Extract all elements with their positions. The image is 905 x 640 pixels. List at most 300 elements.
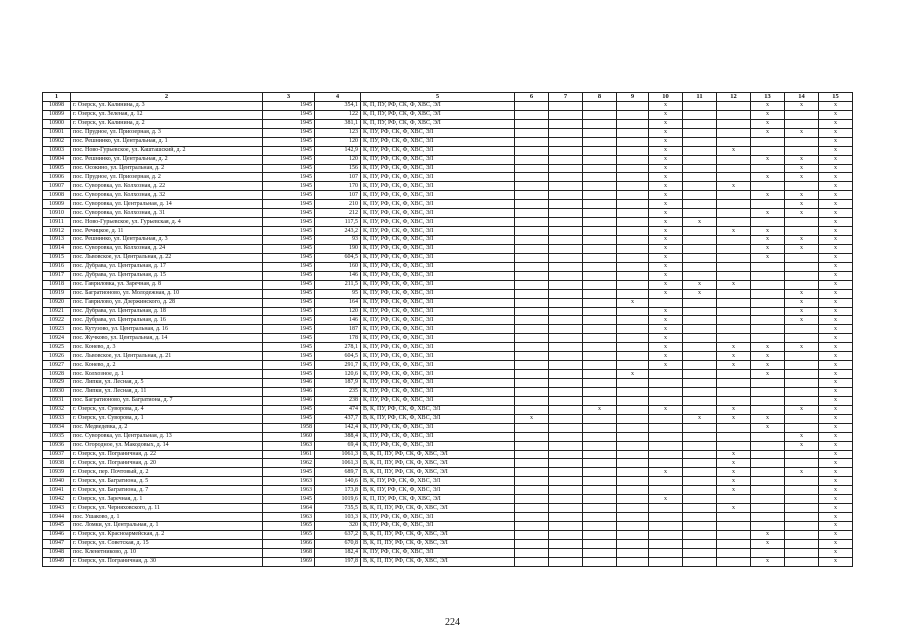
mark-cell-col-7 <box>549 504 583 513</box>
utilities-cell: К, ПУ, РФ, СК, Ф, ХВС, ЭЛ <box>361 164 515 173</box>
mark-cell-col-11 <box>683 307 717 316</box>
address-cell: пос. Конево, д. 3 <box>71 343 263 352</box>
mark-cell-col-10 <box>649 486 683 495</box>
mark-cell-col-7 <box>549 119 583 128</box>
mark-cell-col-13: х <box>751 361 785 370</box>
area-cell: 173,8 <box>315 486 361 495</box>
mark-cell-col-6 <box>515 530 549 539</box>
row-number-cell: 10900 <box>43 119 71 128</box>
mark-cell-col-9 <box>617 191 649 200</box>
mark-cell-col-15: х <box>819 495 853 504</box>
mark-cell-col-14 <box>785 557 819 566</box>
mark-cell-col-7 <box>549 307 583 316</box>
mark-cell-col-12 <box>717 548 751 557</box>
column-header-15: 15 <box>819 93 853 102</box>
mark-cell-col-15: х <box>819 316 853 325</box>
mark-cell-col-6 <box>515 548 549 557</box>
area-cell: 120 <box>315 307 361 316</box>
row-number-cell: 10904 <box>43 155 71 164</box>
area-cell: 140,6 <box>315 477 361 486</box>
mark-cell-col-14: х <box>785 468 819 477</box>
mark-cell-col-6 <box>515 173 549 182</box>
mark-cell-col-15: х <box>819 522 853 531</box>
mark-cell-col-13 <box>751 289 785 298</box>
mark-cell-col-14 <box>785 119 819 128</box>
table-row <box>43 164 853 173</box>
mark-cell-col-14 <box>785 459 819 468</box>
address-cell: пос. Прудное, ул. Приозерная, д. 2 <box>71 173 263 182</box>
utilities-cell: В, К, П, ПУ, РФ, СК, Ф, ХВС, ЭЛ <box>361 450 515 459</box>
mark-cell-col-14 <box>785 271 819 280</box>
table-row <box>43 271 853 280</box>
table-row <box>43 227 853 236</box>
area-cell: 1019,6 <box>315 495 361 504</box>
utilities-cell: К, П, ПУ, РФ, СК, Ф, ХВС, ЭЛ <box>361 110 515 119</box>
mark-cell-col-8 <box>583 271 617 280</box>
mark-cell-col-9 <box>617 334 649 343</box>
column-header-10: 10 <box>649 93 683 102</box>
mark-cell-col-14 <box>785 334 819 343</box>
mark-cell-col-12 <box>717 325 751 334</box>
table-row <box>43 370 853 379</box>
mark-cell-col-9 <box>617 209 649 218</box>
mark-cell-col-13: х <box>751 414 785 423</box>
mark-cell-col-15: х <box>819 155 853 164</box>
mark-cell-col-8 <box>583 227 617 236</box>
year-built-cell: 1945 <box>263 227 315 236</box>
mark-cell-col-7 <box>549 191 583 200</box>
mark-cell-col-12 <box>717 316 751 325</box>
mark-cell-col-12: х <box>717 504 751 513</box>
year-built-cell: 1958 <box>263 423 315 432</box>
mark-cell-col-9 <box>617 316 649 325</box>
mark-cell-col-12 <box>717 495 751 504</box>
mark-cell-col-15: х <box>819 182 853 191</box>
address-cell: г. Озерск, ул. Пограничная, д. 22 <box>71 450 263 459</box>
mark-cell-col-11 <box>683 262 717 271</box>
mark-cell-col-9 <box>617 236 649 245</box>
mark-cell-col-11 <box>683 432 717 441</box>
mark-cell-col-13: х <box>751 155 785 164</box>
mark-cell-col-6 <box>515 557 549 566</box>
address-cell: пос. Ново-Гурьевское, ул. Кашташский, д. 2 <box>71 146 263 155</box>
mark-cell-col-14 <box>785 146 819 155</box>
mark-cell-col-15: х <box>819 548 853 557</box>
address-cell: пос. Суворовка, ул. Колхозная, д. 32 <box>71 191 263 200</box>
table-row <box>43 459 853 468</box>
mark-cell-col-7 <box>549 110 583 119</box>
mark-cell-col-12 <box>717 209 751 218</box>
mark-cell-col-9 <box>617 137 649 146</box>
utilities-cell: В, К, П, ПУ, РФ, СК, Ф, ХВС, ЭЛ <box>361 468 515 477</box>
mark-cell-col-9 <box>617 253 649 262</box>
mark-cell-col-13 <box>751 405 785 414</box>
mark-cell-col-8 <box>583 128 617 137</box>
mark-cell-col-8 <box>583 325 617 334</box>
year-built-cell: 1945 <box>263 271 315 280</box>
table-row <box>43 513 853 522</box>
mark-cell-col-11: х <box>683 280 717 289</box>
mark-cell-col-8 <box>583 280 617 289</box>
mark-cell-col-14: х <box>785 236 819 245</box>
row-number-cell: 10930 <box>43 387 71 396</box>
mark-cell-col-8 <box>583 101 617 110</box>
mark-cell-col-15: х <box>819 361 853 370</box>
mark-cell-col-12 <box>717 522 751 531</box>
mark-cell-col-6 <box>515 379 549 388</box>
address-cell: пос. Конево, д. 2 <box>71 361 263 370</box>
mark-cell-col-8 <box>583 504 617 513</box>
mark-cell-col-13: х <box>751 530 785 539</box>
address-cell: г. Озерск, ул. Багратиона, д. 5 <box>71 477 263 486</box>
mark-cell-col-15: х <box>819 387 853 396</box>
mark-cell-col-13 <box>751 468 785 477</box>
mark-cell-col-15: х <box>819 236 853 245</box>
table-row <box>43 432 853 441</box>
area-cell: 211,5 <box>315 280 361 289</box>
year-built-cell: 1945 <box>263 119 315 128</box>
mark-cell-col-10 <box>649 530 683 539</box>
mark-cell-col-13 <box>751 164 785 173</box>
mark-cell-col-7 <box>549 182 583 191</box>
row-number-cell: 10908 <box>43 191 71 200</box>
mark-cell-col-14 <box>785 513 819 522</box>
row-number-cell: 10934 <box>43 423 71 432</box>
mark-cell-col-9 <box>617 405 649 414</box>
utilities-cell: В, К, ПУ, РФ, СК, Ф, ХВС, ЭЛ <box>361 414 515 423</box>
mark-cell-col-8 <box>583 530 617 539</box>
area-cell: 164 <box>315 298 361 307</box>
address-cell: пос. Решнинко, ул. Центральная, д. 1 <box>71 137 263 146</box>
mark-cell-col-11 <box>683 450 717 459</box>
mark-cell-col-15: х <box>819 414 853 423</box>
mark-cell-col-15: х <box>819 191 853 200</box>
year-built-cell: 1945 <box>263 128 315 137</box>
mark-cell-col-9 <box>617 289 649 298</box>
table-row <box>43 486 853 495</box>
mark-cell-col-11: х <box>683 289 717 298</box>
mark-cell-col-15: х <box>819 146 853 155</box>
table-row <box>43 110 853 119</box>
mark-cell-col-12: х <box>717 486 751 495</box>
mark-cell-col-8 <box>583 539 617 548</box>
mark-cell-col-10: х <box>649 352 683 361</box>
mark-cell-col-8 <box>583 316 617 325</box>
mark-cell-col-15: х <box>819 468 853 477</box>
mark-cell-col-10 <box>649 396 683 405</box>
mark-cell-col-8 <box>583 200 617 209</box>
mark-cell-col-7 <box>549 361 583 370</box>
mark-cell-col-14 <box>785 253 819 262</box>
table-row <box>43 137 853 146</box>
mark-cell-col-9 <box>617 495 649 504</box>
mark-cell-col-8 <box>583 137 617 146</box>
mark-cell-col-9 <box>617 325 649 334</box>
mark-cell-col-6 <box>515 236 549 245</box>
area-cell: 381,1 <box>315 119 361 128</box>
mark-cell-col-8 <box>583 396 617 405</box>
year-built-cell: 1946 <box>263 379 315 388</box>
year-built-cell: 1945 <box>263 262 315 271</box>
mark-cell-col-8: х <box>583 405 617 414</box>
utilities-cell: В, К, ПУ, РФ, СК, Ф, ХВС, ЭЛ <box>361 477 515 486</box>
mark-cell-col-6 <box>515 271 549 280</box>
address-cell: пос. Суворовка, ул. Центральная, д. 13 <box>71 432 263 441</box>
mark-cell-col-8 <box>583 423 617 432</box>
mark-cell-col-14 <box>785 370 819 379</box>
address-cell: пос. Огородное, ул. Макодовых, д. 14 <box>71 441 263 450</box>
column-header-9: 9 <box>617 93 649 102</box>
table-row <box>43 253 853 262</box>
utilities-cell: К, ПУ, РФ, СК, Ф, ХВС, ЭЛ <box>361 352 515 361</box>
mark-cell-col-9 <box>617 504 649 513</box>
mark-cell-col-11 <box>683 146 717 155</box>
mark-cell-col-7 <box>549 236 583 245</box>
mark-cell-col-10 <box>649 522 683 531</box>
mark-cell-col-7 <box>549 271 583 280</box>
table-row <box>43 548 853 557</box>
mark-cell-col-12 <box>717 432 751 441</box>
mark-cell-col-15: х <box>819 325 853 334</box>
utilities-cell: К, ПУ, РФ, СК, Ф, ХВС, ЭЛ <box>361 423 515 432</box>
mark-cell-col-7 <box>549 459 583 468</box>
mark-cell-col-11 <box>683 182 717 191</box>
mark-cell-col-9 <box>617 361 649 370</box>
area-cell: 190 <box>315 244 361 253</box>
mark-cell-col-11 <box>683 405 717 414</box>
mark-cell-col-8 <box>583 244 617 253</box>
column-header-2: 2 <box>71 93 263 102</box>
mark-cell-col-15: х <box>819 298 853 307</box>
year-built-cell: 1968 <box>263 548 315 557</box>
mark-cell-col-9 <box>617 423 649 432</box>
mark-cell-col-11 <box>683 316 717 325</box>
mark-cell-col-7 <box>549 244 583 253</box>
mark-cell-col-13 <box>751 396 785 405</box>
mark-cell-col-11 <box>683 191 717 200</box>
year-built-cell: 1945 <box>263 343 315 352</box>
table-row <box>43 423 853 432</box>
mark-cell-col-12: х <box>717 352 751 361</box>
mark-cell-col-12 <box>717 191 751 200</box>
mark-cell-col-15: х <box>819 379 853 388</box>
mark-cell-col-10: х <box>649 468 683 477</box>
mark-cell-col-14: х <box>785 316 819 325</box>
mark-cell-col-13 <box>751 387 785 396</box>
table-row <box>43 298 853 307</box>
address-cell: г. Озерск, ул. Зеленая, д. 12 <box>71 110 263 119</box>
utilities-cell: К, П, ПУ, РФ, СК, Ф, ХВС, ЭЛ <box>361 495 515 504</box>
mark-cell-col-11: х <box>683 414 717 423</box>
mark-cell-col-10: х <box>649 334 683 343</box>
mark-cell-col-10: х <box>649 146 683 155</box>
area-cell: 117,5 <box>315 218 361 227</box>
mark-cell-col-11 <box>683 137 717 146</box>
mark-cell-col-9 <box>617 227 649 236</box>
mark-cell-col-12 <box>717 370 751 379</box>
row-number-cell: 10907 <box>43 182 71 191</box>
table-row <box>43 468 853 477</box>
mark-cell-col-12 <box>717 244 751 253</box>
mark-cell-col-13: х <box>751 173 785 182</box>
mark-cell-col-9 <box>617 218 649 227</box>
mark-cell-col-14 <box>785 280 819 289</box>
year-built-cell: 1946 <box>263 387 315 396</box>
mark-cell-col-10 <box>649 414 683 423</box>
mark-cell-col-7 <box>549 200 583 209</box>
mark-cell-col-11 <box>683 539 717 548</box>
row-number-cell: 10944 <box>43 513 71 522</box>
row-number-cell: 10948 <box>43 548 71 557</box>
mark-cell-col-13 <box>751 513 785 522</box>
utilities-cell: К, ПУ, РФ, СК, Ф, ХВС, ЭЛ <box>361 227 515 236</box>
mark-cell-col-8 <box>583 253 617 262</box>
mark-cell-col-8 <box>583 450 617 459</box>
mark-cell-col-14 <box>785 137 819 146</box>
mark-cell-col-8 <box>583 361 617 370</box>
year-built-cell: 1964 <box>263 504 315 513</box>
mark-cell-col-12 <box>717 396 751 405</box>
mark-cell-col-6 <box>515 146 549 155</box>
mark-cell-col-14 <box>785 227 819 236</box>
mark-cell-col-6 <box>515 253 549 262</box>
area-cell: 278,1 <box>315 343 361 352</box>
mark-cell-col-13 <box>751 459 785 468</box>
mark-cell-col-14 <box>785 361 819 370</box>
mark-cell-col-7 <box>549 414 583 423</box>
mark-cell-col-7 <box>549 495 583 504</box>
mark-cell-col-7 <box>549 253 583 262</box>
mark-cell-col-6 <box>515 218 549 227</box>
mark-cell-col-13: х <box>751 101 785 110</box>
mark-cell-col-15: х <box>819 244 853 253</box>
mark-cell-col-7 <box>549 164 583 173</box>
mark-cell-col-9 <box>617 173 649 182</box>
mark-cell-col-6 <box>515 227 549 236</box>
mark-cell-col-11 <box>683 441 717 450</box>
table-row <box>43 119 853 128</box>
mark-cell-col-12: х <box>717 468 751 477</box>
mark-cell-col-6 <box>515 164 549 173</box>
mark-cell-col-7 <box>549 405 583 414</box>
utilities-cell: К, ПУ, РФ, СК, Ф, ХВС, ЭЛ <box>361 155 515 164</box>
column-header-4: 4 <box>315 93 361 102</box>
mark-cell-col-11 <box>683 423 717 432</box>
mark-cell-col-7 <box>549 486 583 495</box>
mark-cell-col-13 <box>751 182 785 191</box>
column-header-1: 1 <box>43 93 71 102</box>
mark-cell-col-9 <box>617 539 649 548</box>
utilities-cell: К, ПУ, РФ, СК, Ф, ХВС, ЭЛ <box>361 316 515 325</box>
area-cell: 146 <box>315 271 361 280</box>
area-cell: 388,4 <box>315 432 361 441</box>
mark-cell-col-10: х <box>649 164 683 173</box>
mark-cell-col-6 <box>515 370 549 379</box>
mark-cell-col-9 <box>617 522 649 531</box>
mark-cell-col-14: х <box>785 155 819 164</box>
address-cell: пос. Багратионово, ул. Багратиона, д. 7 <box>71 396 263 405</box>
mark-cell-col-7 <box>549 280 583 289</box>
column-header-11: 11 <box>683 93 717 102</box>
mark-cell-col-14: х <box>785 289 819 298</box>
mark-cell-col-11 <box>683 522 717 531</box>
table-row <box>43 387 853 396</box>
mark-cell-col-12: х <box>717 450 751 459</box>
mark-cell-col-11 <box>683 370 717 379</box>
mark-cell-col-9: х <box>617 370 649 379</box>
mark-cell-col-6 <box>515 298 549 307</box>
mark-cell-col-9 <box>617 414 649 423</box>
mark-cell-col-13 <box>751 432 785 441</box>
mark-cell-col-13 <box>751 334 785 343</box>
mark-cell-col-6 <box>515 200 549 209</box>
column-header-6: 6 <box>515 93 549 102</box>
mark-cell-col-12 <box>717 155 751 164</box>
mark-cell-col-10: х <box>649 244 683 253</box>
table-row <box>43 262 853 271</box>
area-cell: 107 <box>315 173 361 182</box>
mark-cell-col-15: х <box>819 253 853 262</box>
mark-cell-col-9 <box>617 110 649 119</box>
table-row <box>43 155 853 164</box>
utilities-cell: К, ПУ, РФ, СК, Ф, ХВС, ЭЛ <box>361 146 515 155</box>
mark-cell-col-13 <box>751 495 785 504</box>
mark-cell-col-11 <box>683 513 717 522</box>
area-cell: 354,1 <box>315 101 361 110</box>
area-cell: 103,3 <box>315 513 361 522</box>
mark-cell-col-14: х <box>785 173 819 182</box>
mark-cell-col-13 <box>751 146 785 155</box>
mark-cell-col-11 <box>683 486 717 495</box>
year-built-cell: 1963 <box>263 513 315 522</box>
table-row <box>43 191 853 200</box>
mark-cell-col-10: х <box>649 361 683 370</box>
address-cell: пос. Решнинко, ул. Центральная, д. 3 <box>71 236 263 245</box>
row-number-cell: 10941 <box>43 486 71 495</box>
table-row <box>43 539 853 548</box>
mark-cell-col-7 <box>549 387 583 396</box>
mark-cell-col-14 <box>785 182 819 191</box>
address-cell: г. Озерск, ул. Красноармейская, д. 2 <box>71 530 263 539</box>
address-cell: г. Озерск, ул. Суворова, д. 4 <box>71 405 263 414</box>
mark-cell-col-6 <box>515 486 549 495</box>
mark-cell-col-10: х <box>649 316 683 325</box>
mark-cell-col-12 <box>717 119 751 128</box>
mark-cell-col-10 <box>649 423 683 432</box>
row-number-cell: 10921 <box>43 307 71 316</box>
year-built-cell: 1945 <box>263 495 315 504</box>
mark-cell-col-10 <box>649 387 683 396</box>
mark-cell-col-11 <box>683 504 717 513</box>
table-row <box>43 343 853 352</box>
row-number-cell: 10912 <box>43 227 71 236</box>
mark-cell-col-6 <box>515 459 549 468</box>
mark-cell-col-12 <box>717 298 751 307</box>
mark-cell-col-7 <box>549 146 583 155</box>
mark-cell-col-12: х <box>717 405 751 414</box>
mark-cell-col-9 <box>617 468 649 477</box>
mark-cell-col-14: х <box>785 200 819 209</box>
table-row <box>43 218 853 227</box>
address-cell: г. Озерск, ул. Советская, д. 15 <box>71 539 263 548</box>
mark-cell-col-7 <box>549 209 583 218</box>
mark-cell-col-11 <box>683 101 717 110</box>
table-row <box>43 316 853 325</box>
mark-cell-col-15: х <box>819 513 853 522</box>
mark-cell-col-12 <box>717 379 751 388</box>
area-cell: 142,4 <box>315 423 361 432</box>
mark-cell-col-10 <box>649 539 683 548</box>
